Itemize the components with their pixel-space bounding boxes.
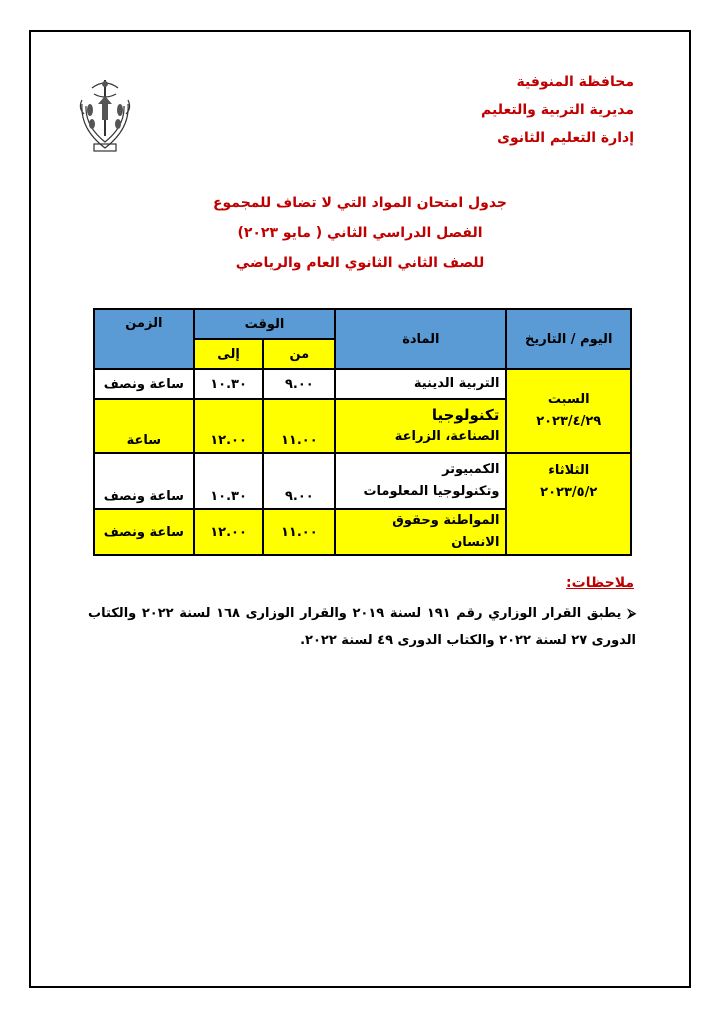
schedule-title: جدول امتحان المواد التي لا تضاف للمجموع [212, 195, 508, 211]
to-time: ١٠.٣٠ [194, 453, 264, 509]
duration: ساعة ونصف [94, 453, 194, 509]
administration-name: إدارة التعليم الثانوى [497, 130, 634, 146]
governorate-emblem-icon [72, 74, 138, 156]
notes-text: يطبق القرار الوزاري رقم ١٩١ لسنة ٢٠١٩ والقرار الوزارى ١٦٨ لسنة ٢٠٢٢ والكتاب الدورى ٢٧ لسنة ٢٠٢٢ والكتاب الدورى ٤٩ لسنة ٢٠٢٢. [88, 606, 636, 648]
header-time: الوقت [194, 309, 336, 339]
to-time: ١٢.٠٠ [194, 509, 264, 555]
exam-schedule-table [93, 308, 632, 556]
subject-name: تكنولوجيا [431, 406, 500, 424]
header-subject: المادة [335, 309, 506, 369]
duration: ساعة [94, 399, 194, 453]
subject-detail: وتكنولوجيا المعلومات [363, 484, 500, 499]
duration: ساعة ونصف [94, 369, 194, 399]
subject-name: التربية الدينية [413, 376, 500, 391]
subject-name: الكمبيوتر [442, 462, 500, 477]
term-title: الفصل الدراسي الثاني ( مايو ٢٠٢٣) [237, 225, 483, 241]
subject-cell [335, 453, 506, 509]
duration: ساعة ونصف [94, 509, 194, 555]
header-to: إلى [194, 339, 264, 369]
subject-cell [335, 509, 506, 555]
exam-date: ٢٠٢٣/٤/٢٩ [536, 414, 602, 429]
from-time: ٩.٠٠ [263, 369, 335, 399]
subject-detail: الصناعة، الزراعة [394, 429, 500, 444]
issuer-header [481, 68, 634, 152]
subject-name: المواطنة وحقوق الانسان [392, 513, 500, 550]
header-day-date: اليوم / التاريخ [506, 309, 631, 369]
exam-date: ٢٠٢٣/٥/٢ [540, 485, 598, 500]
to-time: ١٢.٠٠ [194, 399, 264, 453]
header-duration: الزمن [94, 309, 194, 369]
governorate-name: محافظة المنوفية [516, 74, 634, 90]
table-header-row [94, 309, 631, 339]
from-time: ٩.٠٠ [263, 453, 335, 509]
subject-cell [335, 369, 506, 399]
directorate-name: مديرية التربية والتعليم [481, 102, 634, 118]
notes-body [88, 600, 636, 654]
arrow-bullet-icon: ⮚ [627, 606, 636, 620]
grade-title: للصف الثاني الثانوي العام والرياضي [235, 255, 485, 271]
subject-cell [335, 399, 506, 453]
day-name: السبت [547, 392, 590, 407]
day-name: الثلاثاء [548, 463, 590, 478]
schedule-titles [150, 188, 570, 278]
from-time: ١١.٠٠ [263, 509, 335, 555]
notes-title: ملاحظات: [566, 575, 634, 591]
day-date-cell [506, 453, 631, 555]
table-row [94, 453, 631, 509]
table-row [94, 369, 631, 399]
day-date-cell [506, 369, 631, 453]
header-from: من [263, 339, 335, 369]
to-time: ١٠.٣٠ [194, 369, 264, 399]
from-time: ١١.٠٠ [263, 399, 335, 453]
